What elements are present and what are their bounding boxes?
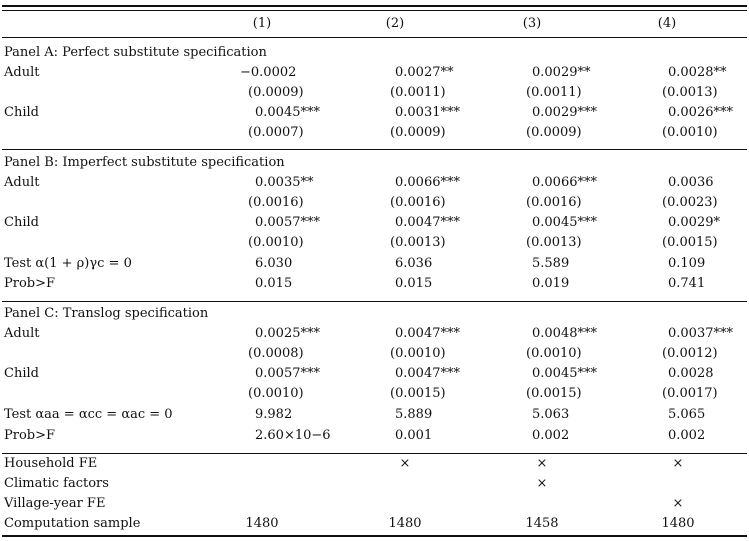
table-cell: 0.0057***	[255, 215, 320, 230]
test-label: Test α(1 + ρ)γc = 0	[4, 256, 132, 271]
table-cell: ×	[399, 456, 411, 471]
table-cell: 0.0066***	[395, 175, 460, 190]
table-cell: 0.109	[668, 256, 706, 271]
table-cell: (0.0008)	[248, 346, 304, 361]
table-cell: ×	[672, 456, 684, 471]
table-cell: 0.0066***	[532, 175, 597, 190]
table-cell: 0.0047***	[395, 326, 460, 341]
footer-label: Computation sample	[4, 516, 141, 531]
table-cell: 1480	[388, 516, 422, 531]
row-label: Adult	[4, 65, 40, 80]
footer-rule	[2, 453, 747, 454]
table-cell: 0.0025***	[255, 326, 320, 341]
table-cell: (0.0011)	[526, 85, 582, 100]
table-cell: (0.0016)	[526, 195, 582, 210]
panel-c-rule	[2, 301, 747, 302]
table-cell: 0.0048***	[532, 326, 597, 341]
table-cell: (0.0016)	[390, 195, 446, 210]
table-cell: 5.589	[532, 256, 570, 271]
column-header-4: (4)	[657, 16, 677, 31]
row-label: Prob>F	[4, 428, 56, 443]
table-cell: 0.0035**	[255, 175, 314, 190]
table-cell: (0.0023)	[662, 195, 718, 210]
table-cell: (0.0009)	[390, 125, 446, 140]
table-cell: (0.0013)	[662, 85, 718, 100]
row-label: Child	[4, 105, 39, 120]
row-label: Adult	[4, 326, 40, 341]
table-cell: (0.0010)	[248, 235, 304, 250]
table-cell: −0.0002	[240, 65, 297, 80]
table-cell: ×	[672, 496, 684, 511]
table-cell: 0.0045***	[532, 366, 597, 381]
footer-label: Climatic factors	[4, 476, 109, 491]
table-cell: (0.0009)	[526, 125, 582, 140]
table-cell: 0.001	[395, 428, 433, 443]
table-cell: ×	[536, 476, 548, 491]
table-cell: 5.063	[532, 407, 570, 422]
table-cell: (0.0009)	[248, 85, 304, 100]
table-cell: (0.0010)	[390, 346, 446, 361]
table-cell: (0.0017)	[662, 386, 718, 401]
column-header-1: (1)	[252, 16, 272, 31]
row-label: Adult	[4, 175, 40, 190]
column-header-2: (2)	[385, 16, 405, 31]
table-cell: (0.0013)	[390, 235, 446, 250]
table-cell: 5.065	[668, 407, 706, 422]
table-cell: 0.0045***	[255, 105, 320, 120]
table-cell: 0.002	[668, 428, 706, 443]
table-cell: 0.0029*	[668, 215, 720, 230]
table-cell: 9.982	[255, 407, 293, 422]
header-rule	[2, 37, 747, 38]
table-cell: 0.0037***	[668, 326, 733, 341]
table-cell: ×	[536, 456, 548, 471]
column-header-3: (3)	[522, 16, 542, 31]
bottom-rule	[2, 535, 747, 537]
footer-label: Household FE	[4, 456, 98, 471]
table-cell: 0.015	[395, 276, 433, 291]
table-cell: 0.0029***	[532, 105, 597, 120]
top-rule-thin	[2, 10, 747, 11]
table-cell: 2.60×10−6	[255, 428, 331, 443]
table-cell: (0.0010)	[662, 125, 718, 140]
table-cell: 0.0029**	[532, 65, 591, 80]
table-cell: 0.0027**	[395, 65, 454, 80]
table-cell: 0.0047***	[395, 366, 460, 381]
table-cell: 0.0036	[668, 175, 714, 190]
table-cell: 0.0026***	[668, 105, 733, 120]
footer-label: Village-year FE	[4, 496, 106, 511]
table-cell: (0.0011)	[390, 85, 446, 100]
panel-c-title: Panel C: Translog specification	[4, 306, 209, 321]
table-cell: 6.030	[255, 256, 293, 271]
table-cell: (0.0015)	[390, 386, 446, 401]
table-cell: (0.0007)	[248, 125, 304, 140]
table-cell: 6.036	[395, 256, 433, 271]
table-cell: 0.0057***	[255, 366, 320, 381]
table-cell: (0.0010)	[526, 346, 582, 361]
table-cell: (0.0015)	[662, 235, 718, 250]
table-cell: 0.0031***	[395, 105, 460, 120]
table-cell: 1458	[525, 516, 559, 531]
table-cell: 0.0028	[668, 366, 714, 381]
table-cell: (0.0015)	[526, 386, 582, 401]
table-cell: 0.002	[532, 428, 570, 443]
table-cell: 0.0047***	[395, 215, 460, 230]
table-cell: (0.0016)	[248, 195, 304, 210]
table-cell: 1480	[245, 516, 279, 531]
table-cell: 0.019	[532, 276, 570, 291]
row-label: Prob>F	[4, 276, 56, 291]
table-cell: 1480	[661, 516, 695, 531]
top-rule-thick	[2, 5, 747, 7]
row-label: Child	[4, 215, 39, 230]
panel-b-title: Panel B: Imperfect substitute specification	[4, 155, 285, 170]
row-label: Child	[4, 366, 39, 381]
table-cell: (0.0010)	[248, 386, 304, 401]
table-cell: 0.015	[255, 276, 293, 291]
table-cell: 0.0028**	[668, 65, 727, 80]
panel-a-title: Panel A: Perfect substitute specification	[4, 45, 267, 60]
table-cell: (0.0012)	[662, 346, 718, 361]
table-cell: (0.0013)	[526, 235, 582, 250]
panel-b-rule	[2, 149, 747, 150]
test-label: Test αaa = αcc = αac = 0	[4, 407, 173, 422]
table-cell: 0.0045***	[532, 215, 597, 230]
table-cell: 5.889	[395, 407, 433, 422]
table-cell: 0.741	[668, 276, 706, 291]
